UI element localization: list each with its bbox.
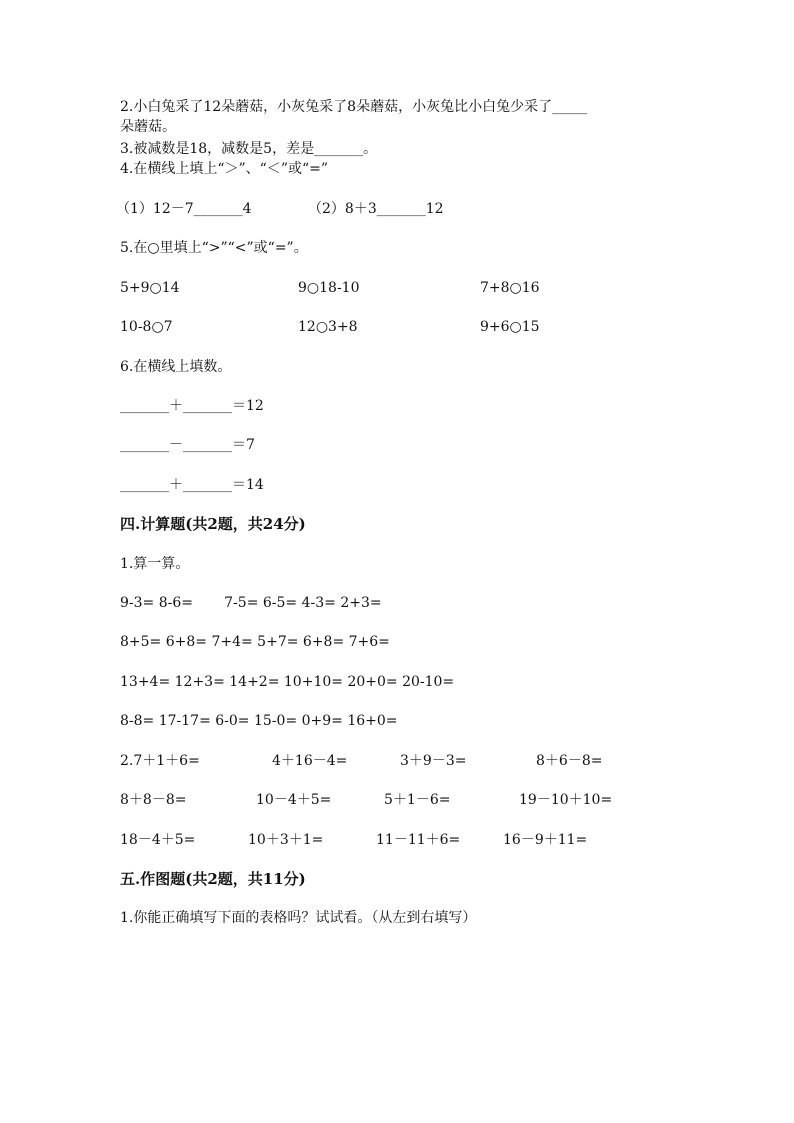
- section-4-heading: 四.计算题(共2题，共24分): [120, 515, 306, 533]
- section-4-question-1-title: 1.算一算。: [120, 556, 190, 572]
- calc-item: 4＋16－4=: [272, 753, 348, 769]
- calc-item: 5＋1－6=: [384, 792, 451, 808]
- fill-blank-row: _______＋_______＝14: [120, 477, 264, 493]
- compare-item: 5+9○14: [120, 280, 180, 296]
- calc-item: 10－4＋5=: [256, 792, 332, 808]
- fill-blank-row: _______－_______＝7: [120, 437, 255, 453]
- question-2-line-1: 2.小白兔采了12朵蘑菇，小灰兔采了8朵蘑菇，小灰兔比小白兔少采了_____: [120, 99, 588, 115]
- question-2-line-2: 朵蘑菇。: [120, 119, 176, 135]
- compare-item: 9+6○15: [480, 319, 540, 335]
- question-4-item-1: （1）12－7_______4: [116, 201, 252, 217]
- calc-item: 16－9＋11=: [503, 832, 588, 848]
- arithmetic-row: 13+4= 12+3= 14+2= 10+10= 20+0= 20-10=: [120, 674, 455, 690]
- compare-item: 10-8○7: [120, 319, 173, 335]
- calc-item: 8＋8－8=: [120, 792, 187, 808]
- section-5-question-1-title: 1.你能正确填写下面的表格吗？试试看。（从左到右填写）: [120, 910, 477, 926]
- question-6-title: 6.在横线上填数。: [120, 359, 232, 375]
- arithmetic-row: 9-3= 8-6= 7-5= 6-5= 4-3= 2+3=: [120, 595, 382, 611]
- calc-item: 19－10＋10=: [519, 792, 613, 808]
- calc-item: 10＋3＋1=: [248, 832, 324, 848]
- question-4-title: 4.在横线上填上“＞”、“＜”或“=”: [120, 161, 329, 177]
- question-4-item-2: （2）8＋3_______12: [308, 201, 444, 217]
- calc-item: 3＋9－3=: [400, 753, 467, 769]
- section-5-heading: 五.作图题(共2题，共11分): [120, 870, 306, 888]
- calc-item: 2.7＋1＋6=: [120, 753, 200, 769]
- calc-item: 8＋6－8=: [536, 753, 603, 769]
- fill-blank-row: _______＋_______＝12: [120, 398, 264, 414]
- compare-item: 9○18-10: [298, 280, 360, 296]
- calc-item: 11－11＋6=: [376, 832, 461, 848]
- calc-item: 18－4＋5=: [120, 832, 196, 848]
- question-5-title: 5.在○里填上“>”“<”或“=”。: [120, 240, 308, 256]
- compare-item: 7+8○16: [480, 280, 540, 296]
- compare-item: 12○3+8: [298, 319, 358, 335]
- arithmetic-row: 8+5= 6+8= 7+4= 5+7= 6+8= 7+6=: [120, 634, 390, 650]
- question-3: 3.被减数是18，减数是5，差是_______。: [120, 141, 378, 157]
- arithmetic-row: 8-8= 17-17= 6-0= 15-0= 0+9= 16+0=: [120, 713, 398, 729]
